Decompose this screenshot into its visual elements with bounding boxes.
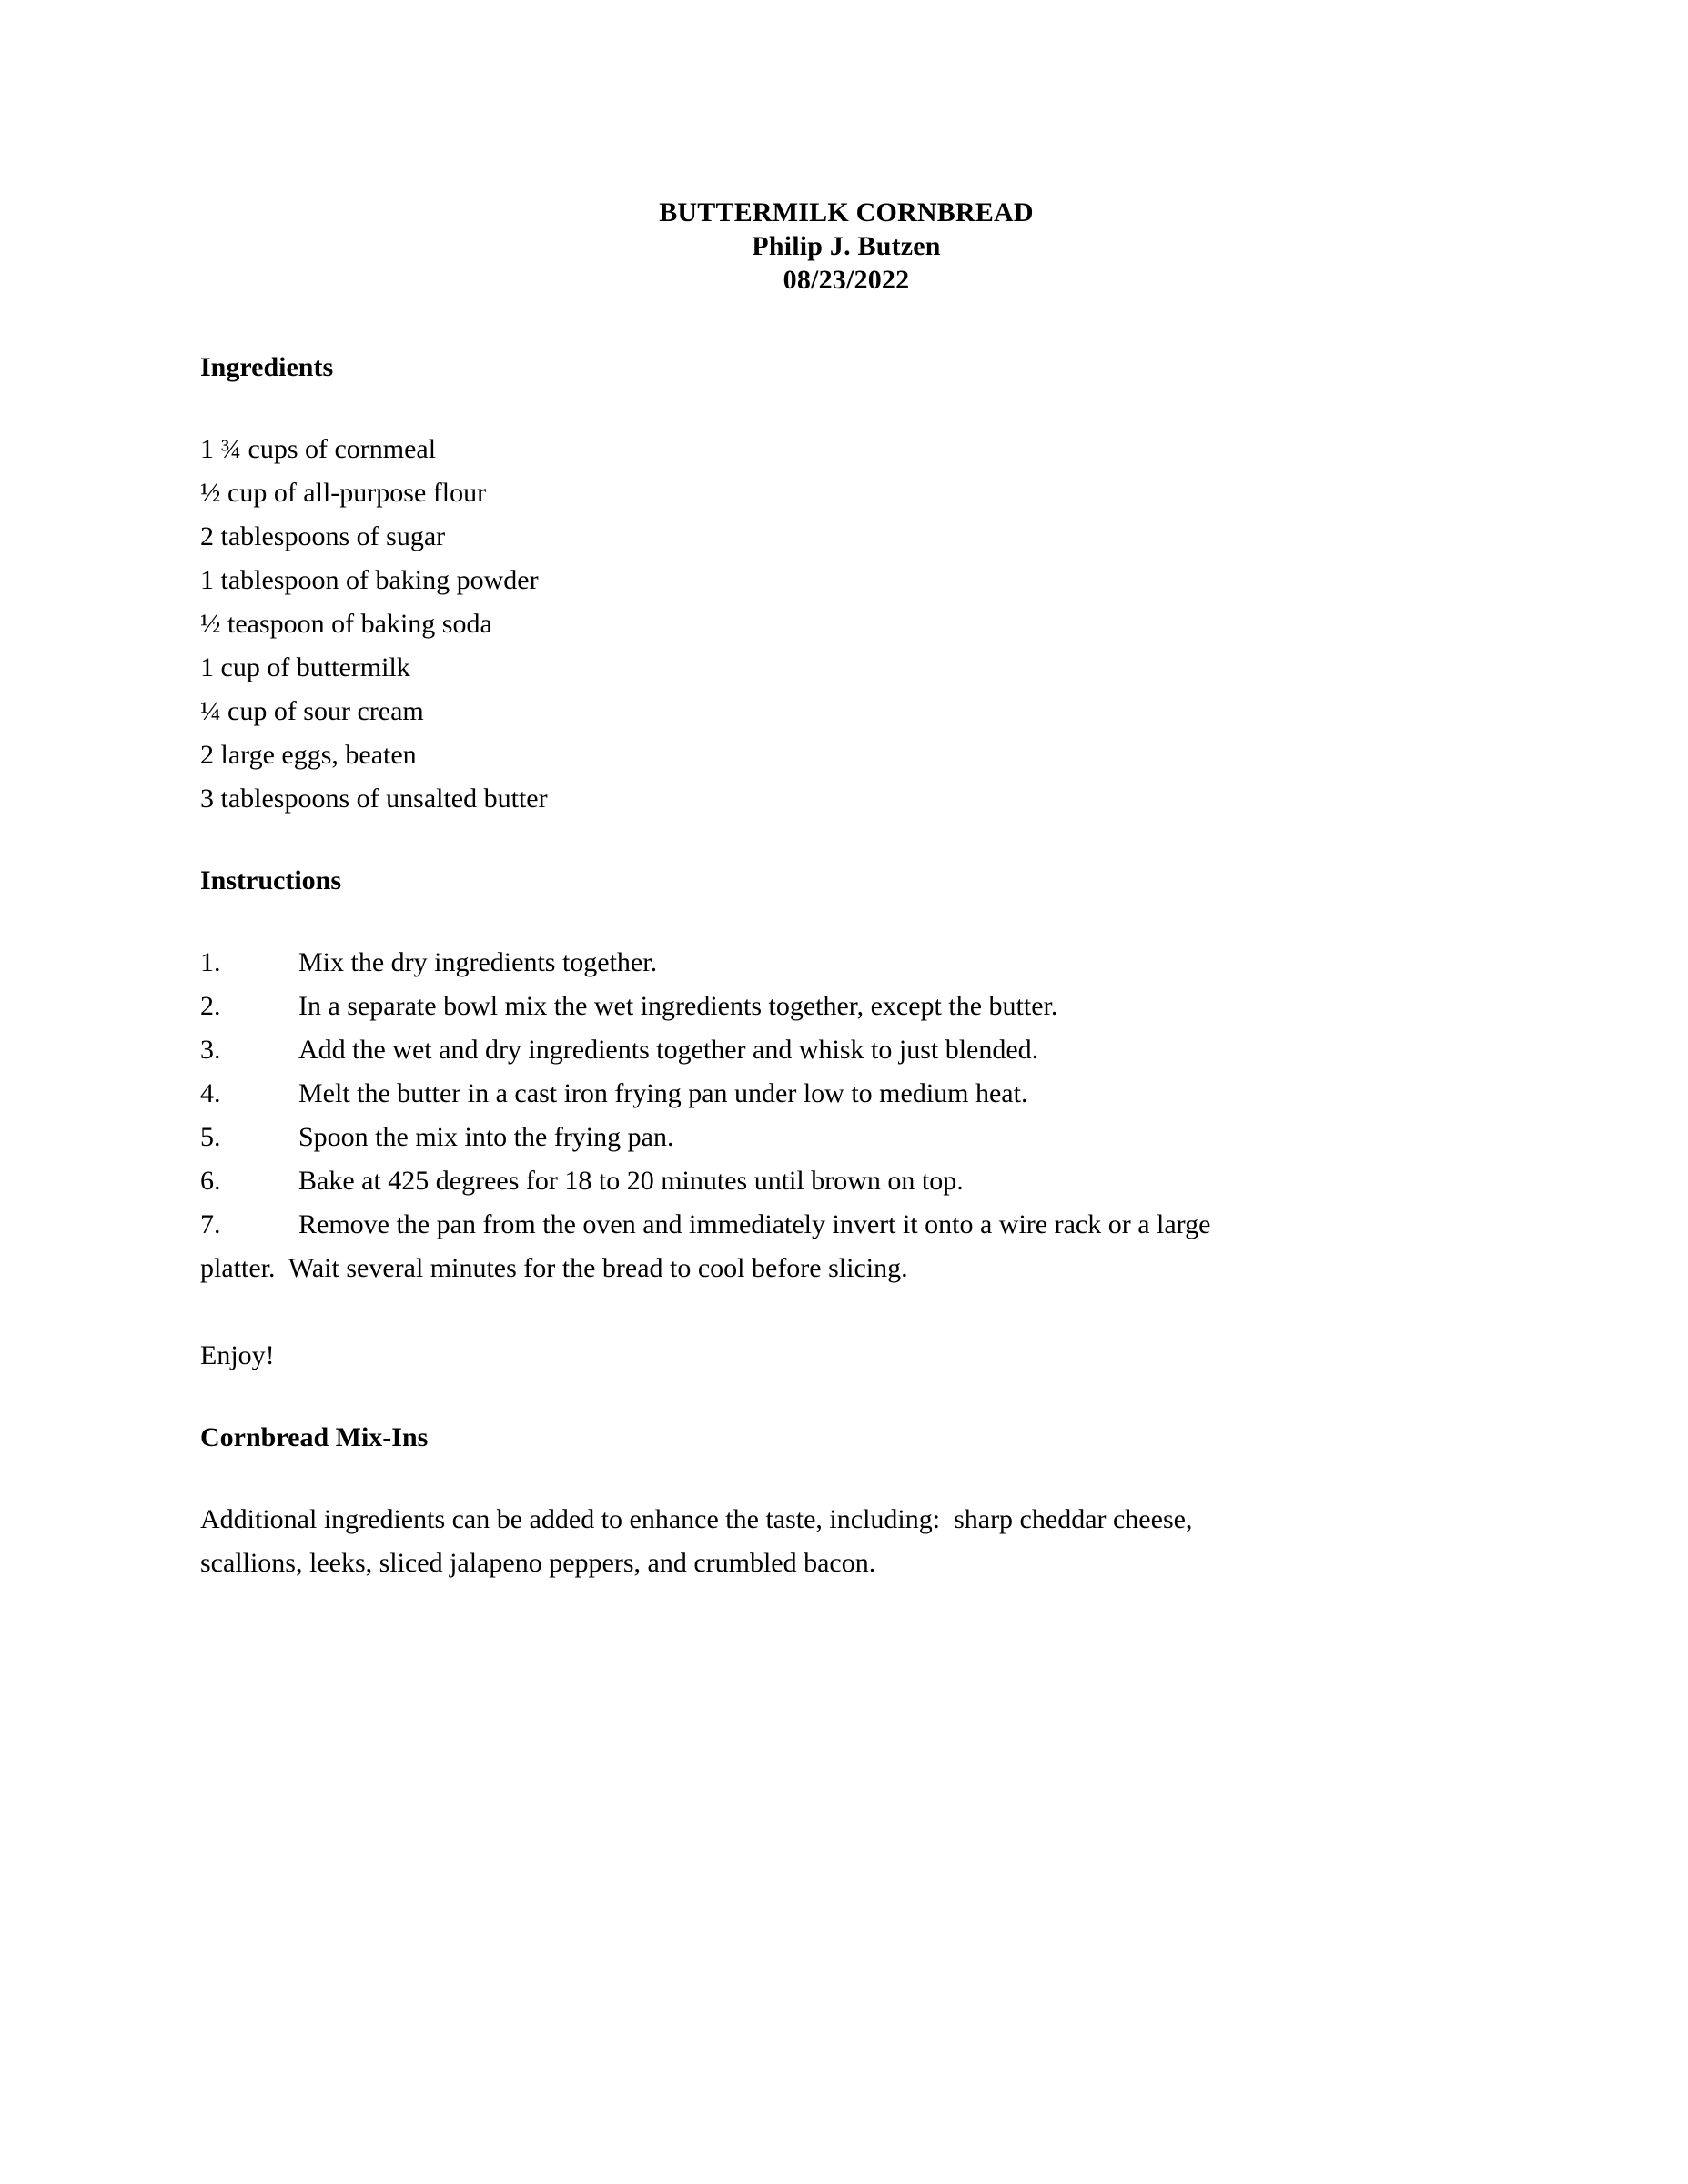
list-item-number: 7.	[200, 1209, 221, 1239]
list-item: ¼ cup of sour cream	[200, 696, 424, 726]
spacer	[200, 1454, 1492, 1498]
list-item	[200, 985, 1492, 1028]
closing-text: Enjoy!	[200, 1340, 275, 1370]
spacer	[200, 897, 1492, 941]
instructions-heading: Instructions	[200, 865, 342, 895]
list-item: 1 cup of buttermilk	[200, 652, 410, 682]
list-item-number: 2.	[200, 991, 221, 1021]
list-item-continuation: platter. Wait several minutes for the bread to cool before slicing.	[200, 1253, 908, 1283]
ingredients-heading: Ingredients	[200, 352, 334, 382]
list-item: 2 tablespoons of sugar	[200, 521, 446, 551]
list-item: 1 tablespoon of baking powder	[200, 565, 539, 595]
document-author: Philip J. Butzen	[752, 231, 941, 261]
list-item-number: 3.	[200, 1035, 221, 1065]
list-item-number: 1.	[200, 947, 221, 977]
list-item-number: 4.	[200, 1078, 221, 1108]
paragraph-line: Additional ingredients can be added to enhance the taste, including: sharp cheddar cheese,	[200, 1504, 1193, 1534]
ingredients-list	[200, 428, 1492, 821]
list-item	[200, 1028, 1492, 1072]
mixins-paragraph	[200, 1498, 1492, 1585]
paragraph-line: scallions, leeks, sliced jalapeno peppers, and crumbled bacon.	[200, 1548, 876, 1578]
document-date: 08/23/2022	[783, 265, 910, 295]
list-item-text: Bake at 425 degrees for 18 to 20 minutes until brown on top.	[298, 1166, 964, 1196]
spacer	[200, 1378, 1492, 1421]
list-item-text: Mix the dry ingredients together.	[298, 947, 658, 977]
list-item	[200, 1203, 1492, 1247]
document-body	[200, 196, 1492, 1585]
list-item	[200, 1159, 1492, 1203]
list-item	[200, 1072, 1492, 1116]
list-item-text: Add the wet and dry ingredients together and whisk to just blended.	[298, 1035, 1039, 1065]
list-item-text: Melt the butter in a cast iron frying pan under low to medium heat.	[298, 1078, 1028, 1108]
mixins-heading: Cornbread Mix-Ins	[200, 1422, 429, 1452]
list-item-number: 6.	[200, 1166, 221, 1196]
spacer	[200, 1290, 1492, 1334]
list-item: ½ cup of all-purpose flour	[200, 478, 487, 508]
list-item	[200, 941, 1492, 985]
list-item: ½ teaspoon of baking soda	[200, 609, 492, 639]
list-item-text: In a separate bowl mix the wet ingredients together, except the butter.	[298, 991, 1058, 1021]
spacer	[200, 821, 1492, 864]
list-item-number: 5.	[200, 1122, 221, 1152]
list-item: 1 ¾ cups of cornmeal	[200, 434, 437, 464]
title-block	[200, 196, 1492, 297]
instructions-list	[200, 941, 1492, 1290]
list-item-text: Spoon the mix into the frying pan.	[298, 1122, 674, 1152]
list-item	[200, 1116, 1492, 1159]
spacer	[200, 297, 1492, 351]
list-item-text: Remove the pan from the oven and immediately invert it onto a wire rack or a large	[298, 1209, 1211, 1239]
document-title: BUTTERMILK CORNBREAD	[659, 197, 1034, 228]
list-item: 3 tablespoons of unsalted butter	[200, 784, 548, 814]
spacer	[200, 384, 1492, 428]
list-item: 2 large eggs, beaten	[200, 740, 417, 770]
